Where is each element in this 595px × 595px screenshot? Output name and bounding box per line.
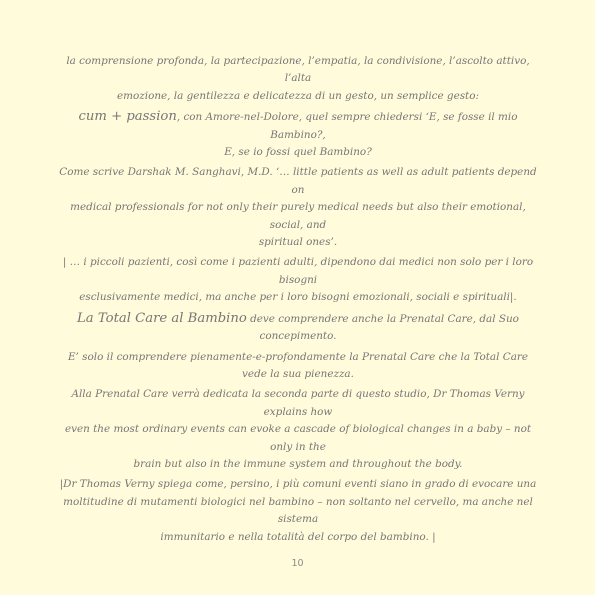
paragraph-verny-translation — [54, 476, 542, 546]
paragraph-prenatal-care — [54, 349, 542, 384]
text-line: spiritual ones’. — [258, 236, 338, 249]
text-line: deve comprendere anche la Prenatal Care, dal Suo concepimento. — [246, 312, 519, 343]
text-line: | … i piccoli pazienti, così come i pazienti adulti, dipendono dai medici non solo per i loro bisogni — [62, 256, 534, 286]
text-line: even the most ordinary events can evoke a cascade of biological changes in a baby – not only in the — [64, 423, 532, 453]
text-line: esclusivamente medici, ma anche per i loro bisogni emozionali, sociali e spirituali|. — [79, 291, 517, 304]
paragraph-verny-quote — [54, 386, 542, 473]
page-body — [54, 53, 542, 546]
text-line: |Dr Thomas Verny spiega come, persino, i più comuni eventi siano in grado di evocare una — [59, 478, 537, 491]
text-line: Alla Prenatal Care verrà dedicata la seconda parte di questo studio, Dr Thomas Verny explains how — [71, 388, 525, 418]
paragraph-sanghavi-quote — [54, 164, 542, 251]
paragraph-cum-passion — [54, 108, 542, 161]
text-line: E, se io fossi quel Bambino? — [224, 146, 372, 159]
text-line: brain but also in the immune system and throughout the body. — [133, 457, 463, 470]
text-line: medical professionals for not only their purely medical needs but also their emotional, social, and — [70, 201, 526, 231]
text-line: immunitario e nella totalità del corpo del bambino. | — [160, 530, 436, 543]
paragraph-total-care — [54, 310, 542, 346]
page-number: 10 — [291, 558, 304, 569]
emphasis-term: La Total Care al Bambino — [77, 310, 247, 326]
text-line: la comprensione profonda, la partecipazione, l’empatia, la condivisione, l’ascolto attivo, l’alta — [66, 55, 530, 85]
emphasis-term: cum + passion — [78, 109, 177, 125]
text-line: vede la sua pienezza. — [242, 367, 354, 380]
paragraph-compassion-definition — [54, 53, 542, 105]
text-line: Come scrive Darshak M. Sanghavi, M.D. ‘… little patients as well as adult patients depend on — [59, 166, 537, 196]
text-line: , con Amore-nel-Dolore, quel sempre chiedersi ‘E, se fosse il mio Bambino?, — [176, 111, 518, 141]
text-line: E’ solo il comprendere pienamente-e-profondamente la Prenatal Care che la Total Care — [67, 350, 529, 363]
text-line: emozione, la gentilezza e delicatezza di un gesto, un semplice gesto: — [117, 89, 479, 102]
text-line: moltitudine di mutamenti biologici nel bambino – non soltanto nel cervello, ma anche nel sistema — [63, 495, 533, 526]
paragraph-sanghavi-translation — [54, 254, 542, 306]
